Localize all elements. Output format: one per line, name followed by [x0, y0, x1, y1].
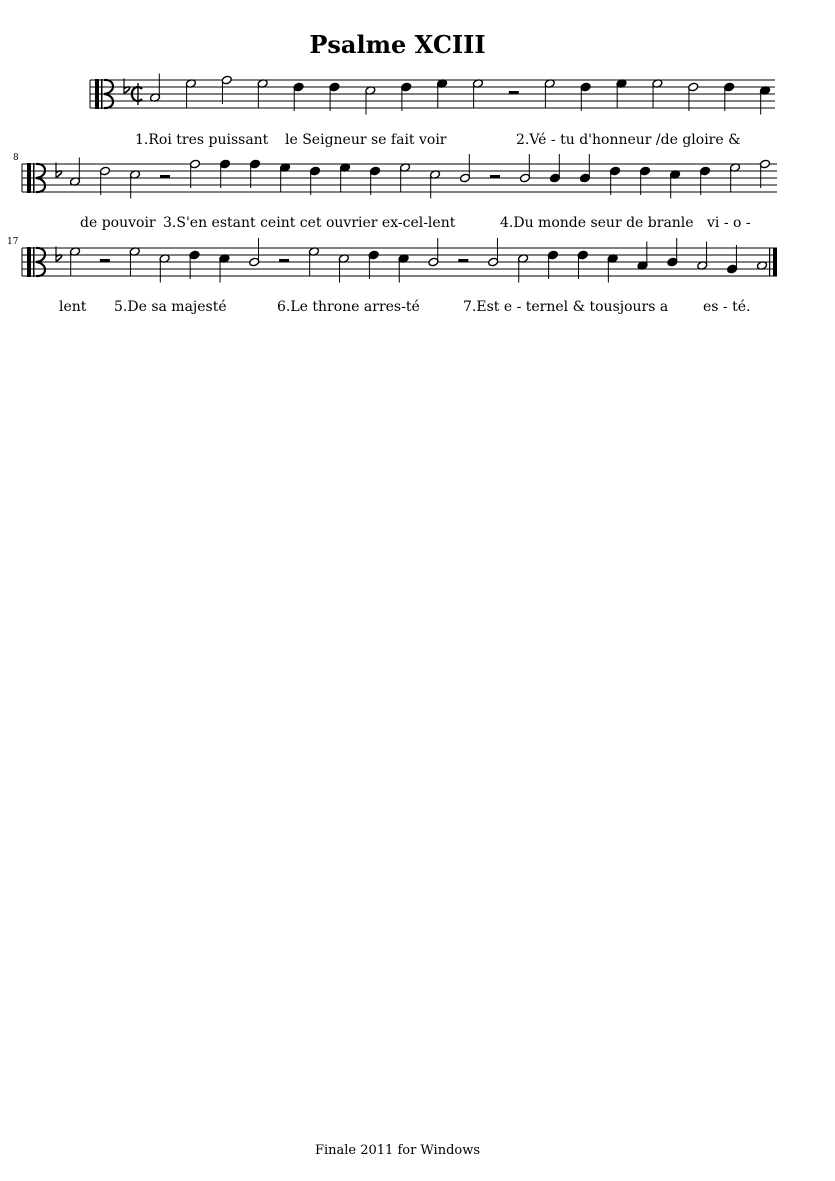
half-note	[428, 238, 439, 267]
lyric-line: 7.Est e - ternel & tousjours a	[463, 299, 669, 315]
half-rest	[279, 259, 289, 263]
staff-system-2	[22, 154, 777, 199]
lyric-line: lent	[59, 299, 87, 315]
quarter-note	[280, 163, 291, 192]
staff-system-1	[90, 74, 775, 115]
half-note	[544, 79, 555, 108]
half-rest	[509, 91, 519, 95]
lyric-line: 4.Du monde seur de branle	[500, 215, 694, 231]
half-note	[70, 158, 81, 187]
quarter-note	[340, 163, 351, 192]
lyric-line: de pouvoir	[80, 215, 156, 231]
flat-icon	[56, 247, 62, 262]
staff-system-3	[22, 238, 777, 283]
half-rest	[490, 175, 500, 179]
quarter-note	[637, 242, 648, 271]
quarter-note	[616, 79, 627, 108]
footer-credit: Finale 2011 for Windows	[314, 1143, 481, 1158]
quarter-note	[640, 166, 651, 195]
quarter-note	[580, 82, 591, 111]
quarter-note	[550, 154, 561, 183]
half-note	[730, 163, 741, 192]
quarter-note	[547, 250, 558, 279]
half-rest	[458, 259, 468, 263]
final-barline-thick	[773, 248, 777, 276]
half-note	[130, 170, 141, 199]
lyric-line: 3.S'en estant ceint cet ouvrier ex-cel-lent	[163, 215, 456, 231]
half-rest	[160, 175, 170, 179]
half-note	[430, 170, 441, 199]
half-note	[190, 159, 201, 188]
quarter-note	[727, 245, 738, 274]
half-note	[472, 79, 483, 108]
quarter-note	[219, 254, 230, 283]
half-note	[520, 154, 531, 183]
quarter-note	[398, 254, 409, 283]
flat-icon	[124, 79, 130, 94]
half-note	[129, 247, 140, 276]
half-rest	[100, 259, 110, 263]
quarter-note	[189, 250, 200, 279]
half-note	[70, 247, 81, 276]
half-note	[697, 242, 708, 271]
half-note	[760, 159, 771, 188]
final-barline-thin	[769, 248, 770, 276]
lyric-line: es - té.	[703, 299, 751, 315]
half-note	[518, 254, 529, 283]
quarter-note	[580, 154, 591, 183]
quarter-note	[329, 82, 340, 111]
measure-number: 17	[7, 237, 19, 247]
half-note	[652, 79, 663, 108]
lyric-line: vi - o -	[707, 215, 751, 231]
quarter-note	[250, 159, 261, 188]
half-note	[249, 238, 260, 267]
lyric-line: 6.Le throne arres-té	[277, 299, 420, 315]
quarter-note	[607, 254, 618, 283]
half-note	[185, 79, 196, 108]
half-note	[365, 86, 376, 115]
half-note	[159, 254, 170, 283]
quarter-note	[760, 86, 771, 115]
lyric-line: 1.Roi tres puissant	[135, 132, 269, 148]
quarter-note	[368, 250, 379, 279]
quarter-note	[437, 79, 448, 108]
half-note	[338, 254, 349, 283]
half-note	[257, 79, 268, 108]
quarter-note	[724, 82, 735, 111]
measure-number: 8	[13, 153, 19, 163]
half-note	[688, 82, 699, 111]
quarter-note	[577, 250, 588, 279]
lyric-line: 5.De sa majesté	[114, 299, 227, 315]
quarter-note	[293, 82, 304, 111]
quarter-note	[370, 166, 381, 195]
half-note	[150, 74, 161, 103]
quarter-note	[310, 166, 321, 195]
quarter-note	[401, 82, 412, 111]
half-note	[400, 163, 411, 192]
half-note	[308, 247, 319, 276]
quarter-note	[667, 238, 678, 267]
half-note	[488, 238, 499, 267]
half-note	[221, 75, 232, 104]
half-note	[460, 154, 471, 183]
quarter-note	[220, 159, 231, 188]
score-title: Psalme XCIII	[309, 30, 486, 59]
lyric-line: 2.Vé - tu d'honneur /de gloire &	[516, 132, 741, 148]
flat-icon	[56, 163, 62, 178]
quarter-note	[700, 166, 711, 195]
lyric-line: le Seigneur se fait voir	[285, 132, 447, 148]
quarter-note	[610, 166, 621, 195]
half-note	[100, 166, 111, 195]
quarter-note	[670, 170, 681, 199]
